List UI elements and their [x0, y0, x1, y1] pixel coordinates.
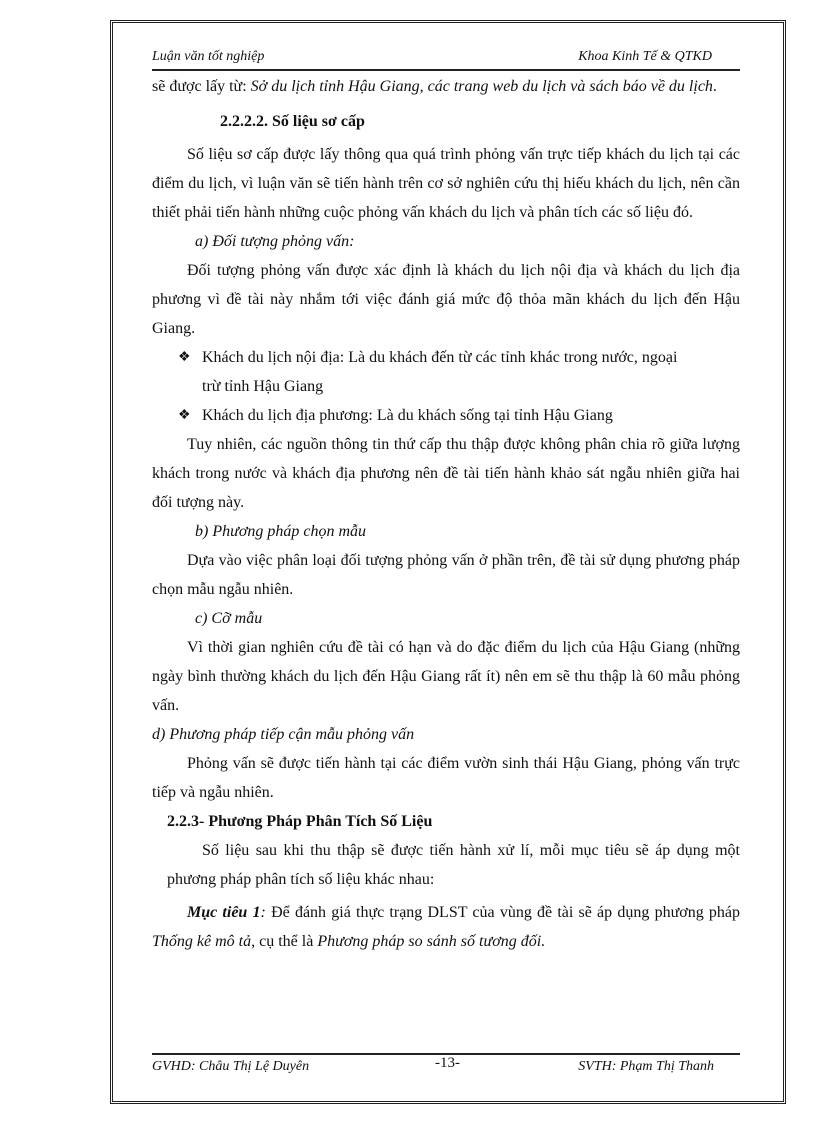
bullet-local — [152, 401, 740, 430]
heading-2-2-2-2: 2.2.2.2. Số liệu sơ cấp — [220, 113, 365, 130]
bullet-local-text: Khách du lịch địa phương: Là du khách sống tại tỉnh Hậu Giang — [202, 407, 613, 424]
objective-1-label: Mục tiêu 1 — [187, 904, 261, 921]
paragraph-sample-size: Vì thời gian nghiên cứu đề tài có hạn và do đặc điểm du lịch của Hậu Giang (những ngày bình thường khách du lịch đến Hậu Giang rất ít) nên em sẽ thu thập là 60 mẫu phỏng vấn. — [152, 639, 740, 714]
intro-paragraph — [152, 72, 740, 101]
intro-lead: sẽ được lấy từ: — [152, 78, 251, 95]
footer-student: SVTH: Phạm Thị Thanh — [578, 1059, 714, 1074]
objective-1-method2: Phương pháp so sánh số tương đối. — [317, 933, 546, 950]
page-header — [152, 47, 740, 71]
bullet-domestic — [152, 343, 740, 372]
header-right: Khoa Kinh Tế & QTKD — [578, 49, 712, 64]
header-left: Luận văn tốt nghiệp — [152, 49, 265, 64]
objective-1-text2: , cụ thể là — [251, 933, 318, 950]
objective-1-method: Thống kê mô tả — [152, 933, 252, 950]
heading-2-2-3: 2.2.3- Phương Pháp Phân Tích Số Liệu — [167, 813, 433, 830]
document-body — [152, 72, 740, 956]
paragraph-however: Tuy nhiên, các nguồn thông tin thứ cấp thu thập được không phân chia rõ giữa lượng khách trong nước và khách địa phương nên đề tài tiến hành khảo sát ngẫu nhiên giữa hai đối tượng này. — [152, 436, 740, 511]
diamond-bullet-icon: ❖ — [178, 350, 191, 365]
paragraph-primary-data: Số liệu sơ cấp được lấy thông qua quá trình phỏng vấn trực tiếp khách du lịch tại các điểm du lịch, vì luận văn sẽ tiến hành trên cơ sở nghiên cứu thị hiếu khách du lịch, nên cần thiết phải tiến hành những cuộc phỏng vấn khách du lịch và phân tích các số liệu đó. — [152, 146, 740, 221]
subheading-d: d) Phương pháp tiếp cận mẫu phỏng vấn — [152, 726, 415, 743]
footer-advisor: GVHD: Châu Thị Lệ Duyên — [152, 1059, 310, 1074]
objective-1-colon: : — [260, 904, 272, 921]
intro-end: . — [712, 78, 717, 95]
bullet-domestic-cont: trừ tỉnh Hậu Giang — [202, 378, 324, 395]
page-footer — [152, 1053, 740, 1079]
intro-sources: Sở du lịch tỉnh Hậu Giang, các trang web du lịch và sách báo về du lịch — [250, 78, 713, 95]
page-number: -13- — [435, 1055, 460, 1071]
objective-1 — [152, 898, 740, 956]
paragraph-interviewees: Đối tượng phỏng vấn được xác định là khách du lịch nội địa và khách du lịch địa phương vì đề tài này nhắm tới việc đánh giá mức độ thỏa mãn khách du lịch đến Hậu Giang. — [152, 262, 740, 337]
objective-1-text1: Để đánh giá thực trạng DLST của vùng đề tài sẽ áp dụng phương pháp — [271, 904, 741, 921]
paragraph-approach: Phỏng vấn sẽ được tiến hành tại các điểm vườn sinh thái Hậu Giang, phỏng vấn trực tiếp và ngẫu nhiên. — [152, 755, 740, 801]
subheading-a: a) Đối tượng phỏng vấn: — [195, 233, 355, 250]
diamond-bullet-icon: ❖ — [178, 408, 191, 423]
paragraph-analysis: Số liệu sau khi thu thập sẽ được tiến hành xử lí, mỗi mục tiêu sẽ áp dụng một phương pháp phân tích số liệu khác nhau: — [167, 842, 740, 888]
paragraph-sampling: Dựa vào việc phân loại đối tượng phỏng vấn ở phần trên, đề tài sử dụng phương pháp chọn mẫu ngẫu nhiên. — [152, 552, 740, 598]
bullet-domestic-line1: Khách du lịch nội địa: Là du khách đến từ các tỉnh khác trong nước, ngoại — [202, 349, 678, 366]
subheading-b: b) Phương pháp chọn mẫu — [195, 523, 367, 540]
subheading-c: c) Cỡ mẫu — [195, 610, 263, 627]
